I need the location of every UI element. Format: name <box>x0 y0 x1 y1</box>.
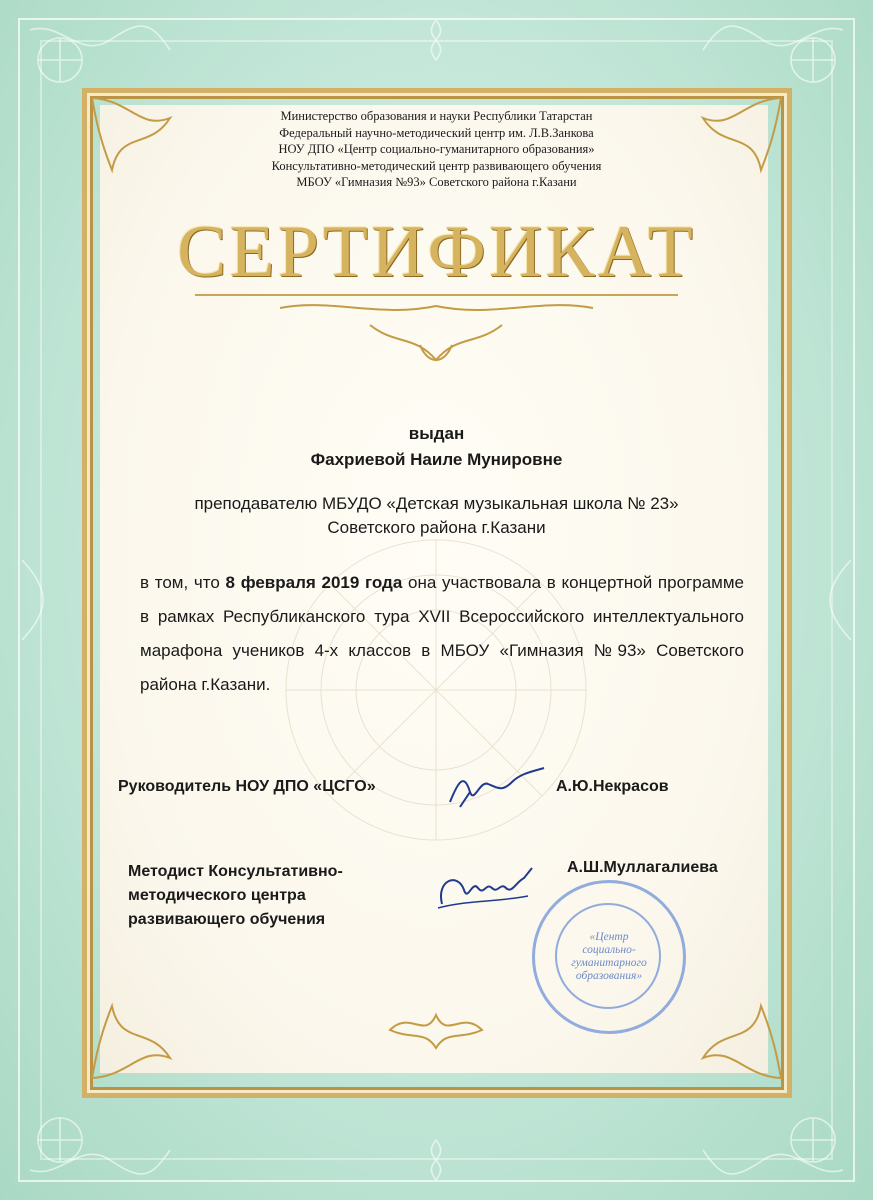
header-line: Министерство образования и науки Республики Татарстан <box>280 109 593 123</box>
methodist-title <box>128 860 343 932</box>
recipient-name: Фахриевой Наиле Мунировне <box>310 450 563 469</box>
body-suffix: она участвовала в концертной программе в рамках Республиканского тура XVII Всероссийского интеллектуального марафона учеников 4-х классов в МБОУ «Гимназия №93» Советского района г.Казани. <box>140 573 744 694</box>
director-title: Руководитель НОУ ДПО «ЦСГО» <box>118 778 376 795</box>
methodist-signature <box>428 860 538 920</box>
issuer-header <box>180 108 693 191</box>
header-line: МБОУ «Гимназия №93» Советского района г.Казани <box>296 175 577 189</box>
methodist-title-line: развивающего обучения <box>128 911 326 928</box>
position-line: преподавателю МБУДО «Детская музыкальная школа № 23» <box>194 494 679 513</box>
methodist-title-line: Методист Консультативно- <box>128 863 343 880</box>
position-line: Советского района г.Казани <box>327 518 546 537</box>
stamp-line: образования» <box>575 970 643 982</box>
header-line: Консультативно-методический центр развивающего обучения <box>271 158 602 173</box>
organization-stamp <box>532 880 686 1034</box>
issued-label: выдан <box>408 424 465 443</box>
stamp-line: социально- <box>582 944 636 956</box>
stamp-line: «Центр <box>589 931 629 943</box>
certificate-body <box>140 566 744 702</box>
stamp-line: гуманитарного <box>571 957 647 969</box>
header-line: Федеральный научно-методический центр им. Л.В.Занкова <box>279 125 594 140</box>
header-line: НОУ ДПО «Центр социально-гуманитарного образования» <box>278 142 595 156</box>
certificate-title: СЕРТИФИКАТ <box>177 211 696 293</box>
body-prefix: в том, что <box>140 573 226 592</box>
recipient-position <box>0 492 873 540</box>
methodist-name: А.Ш.Муллагалиева <box>567 859 718 876</box>
director-signature <box>440 762 550 812</box>
methodist-title-line: методического центра <box>128 887 306 904</box>
stamp-text <box>535 931 683 983</box>
event-date: 8 февраля 2019 года <box>225 573 403 592</box>
director-name: А.Ю.Некрасов <box>556 778 669 795</box>
title-divider <box>195 294 678 296</box>
